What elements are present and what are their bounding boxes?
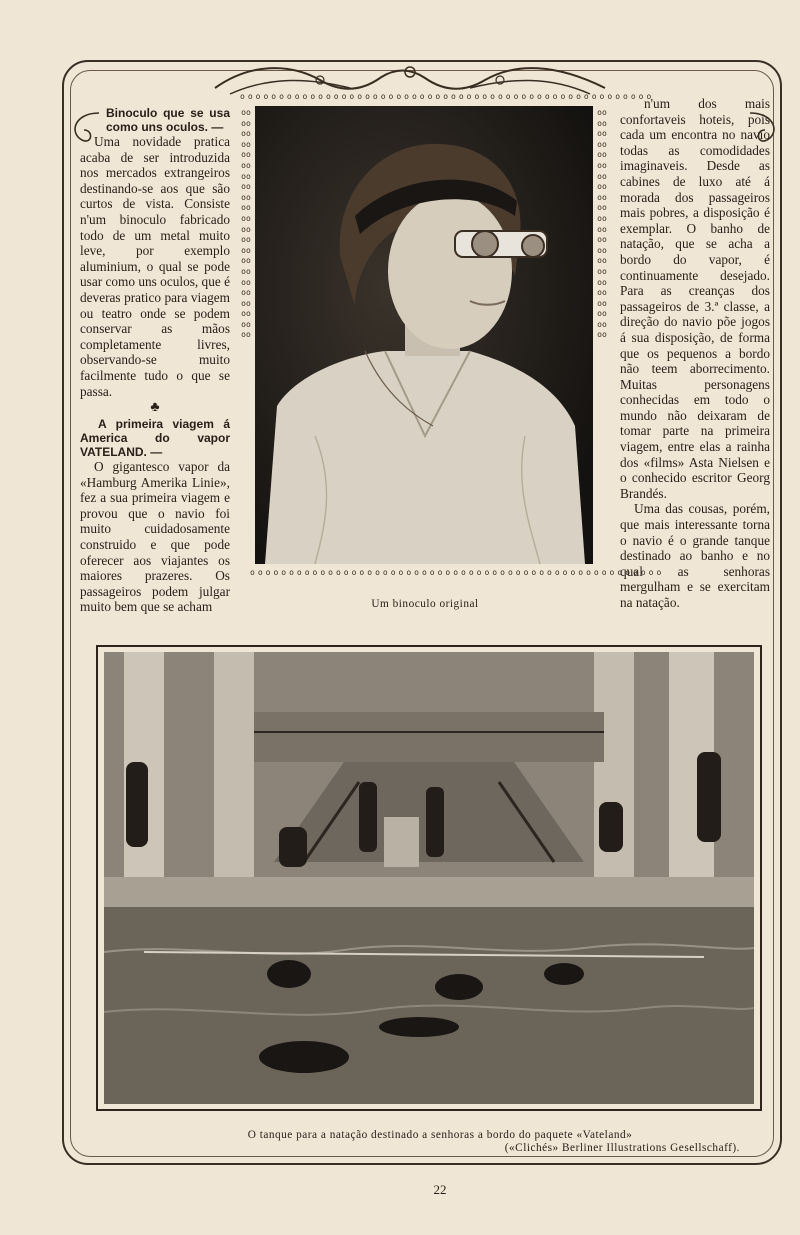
article-vateland-body: O gigantesco vapor da «Hamburg Amerika Linie», fez a sua primeira viagem e provou que o navio foi muito cuidadosamente construido e que pode oferecer aos viajantes os maiores prazeres. Os passageiros podem julgar muito bem que se acham bbox=[80, 459, 230, 615]
left-text-column bbox=[80, 106, 230, 615]
right-para-2: Uma das cousas, porém, que mais interessante torna o navio é o grande tanque destinado ao banho e no qual as senhoras mergulham e se exercitam na natação. bbox=[620, 501, 770, 610]
right-text-column bbox=[620, 96, 770, 611]
pool-caption-line1: O tanque para a natação destinado a senhoras a bordo do paquete «Vateland» bbox=[247, 1129, 633, 1141]
photo1-caption: Um binoculo original bbox=[371, 598, 479, 610]
club-icon: ♣ bbox=[150, 400, 160, 416]
article-binoculo-body: Uma novidade pratica acaba de ser introduzida nos mercados extrangeiros destinando-se aos que são curtos de vista. Consiste n'um binoculo fabricado todo de um metal muito leve, por exemplo aluminium, o qual se pode usar como uns oculos, que é deveras pratico para viagem ou teatro onde se podem conservar as mãos completamente livres, observando-se muito facilmente tudo o que se passa. bbox=[80, 134, 230, 399]
page-number: 22 bbox=[433, 1182, 447, 1197]
binocular-woman-photo bbox=[255, 106, 593, 564]
photo1-dotted-border-left: oooooooooooooooooooooooooooooooooooooooooooo bbox=[241, 108, 251, 340]
photo1-dotted-border-right: oooooooooooooooooooooooooooooooooooooooooooo bbox=[597, 108, 607, 340]
article-binoculo-title: Binoculo que se usa como uns oculos. — bbox=[106, 106, 230, 134]
right-para-1: n'um dos mais confortaveis hoteis, pois cada um encontra no navio todas as comodidades imaginaveis. Desde as cabines de luxo até á morada dos passageiros mais pobres, a disposição é exemplar. O banho de natação, que se acha a bordo do vapor, é continuamente desejado. Para as creanças dos passageiros de 3.ª classe, a direção do navio põe jogos á sua disposição, de forma que os pequenos a bordo não teem aborrecimento. Muitas personagens conhecidas em todo o mundo não deixaram de tomar parte na primeira viagem, entre elas a rainha dos «films» Asta Nielsen e o conhecido escritor Georg Brandés. bbox=[620, 96, 770, 501]
photo1-dotted-border-top: ooooooooooooooooooooooooooooooooooooooooooooooooooooo bbox=[240, 92, 655, 101]
article-vateland-title: A primeira viagem á America do vapor VATELAND. — bbox=[80, 417, 230, 460]
swimming-pool-photo bbox=[104, 652, 754, 1104]
pool-caption-line2: («Clichés» Berliner Illustrations Gesellschaff). bbox=[504, 1142, 740, 1154]
photo1-dotted-border-bottom: ooooooooooooooooooooooooooooooooooooooooooooooooooooo bbox=[250, 568, 665, 577]
